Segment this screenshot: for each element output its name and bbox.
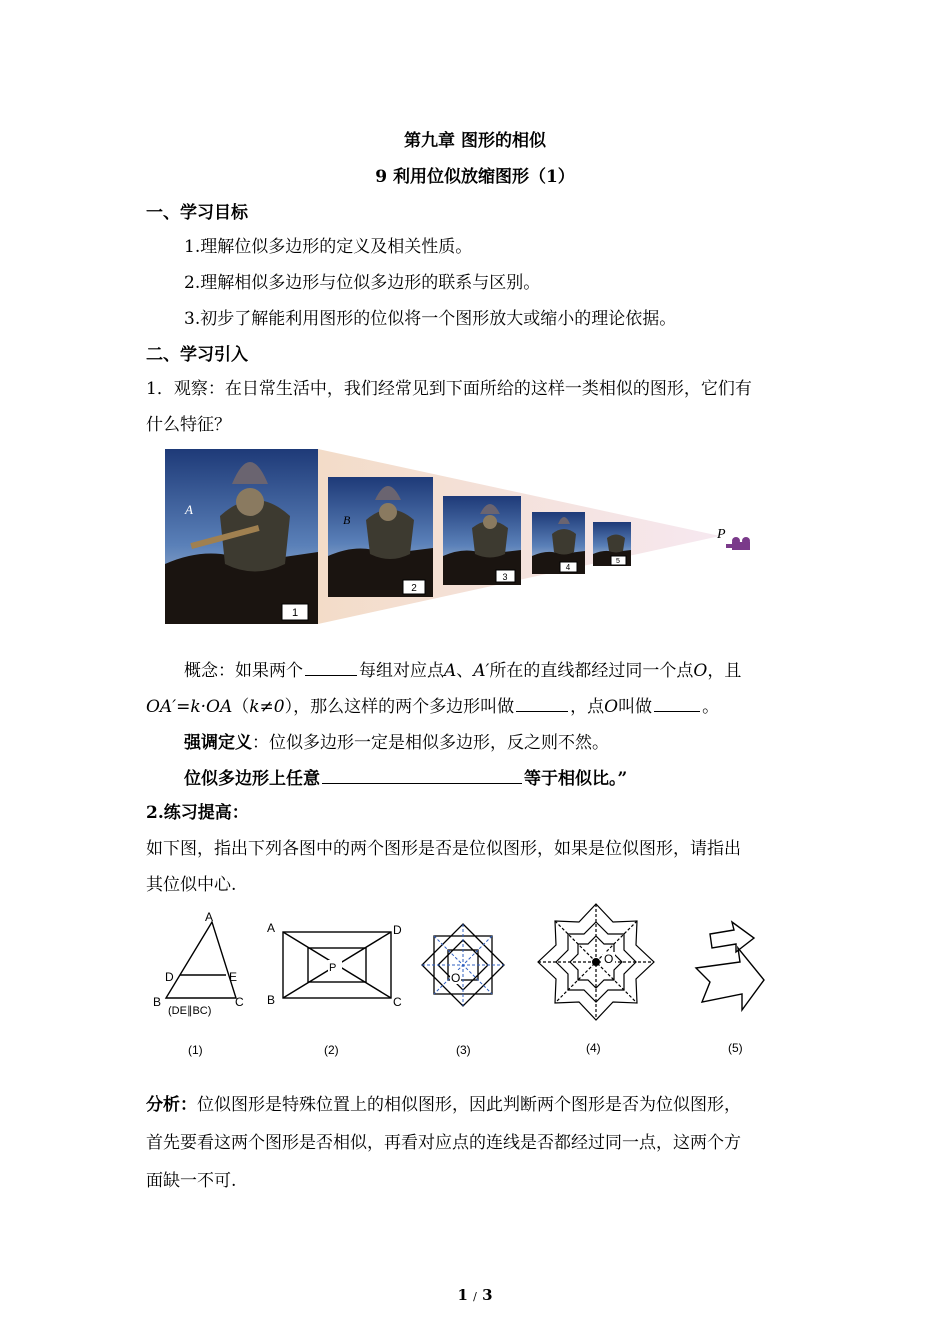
section-heading-goals: 一、学习目标 <box>146 203 248 223</box>
emphasis-line-2: 位似多边形上任意 等于相似比。” <box>184 769 628 789</box>
concept-line-2: OA′=k·OA（k≠0），那么这样的两个多边形叫做 ，点O叫做 。 <box>146 697 720 717</box>
observe-text: 什么特征？ <box>146 415 231 435</box>
svg-text:(4): (4) <box>586 1041 601 1055</box>
fill-blank[interactable] <box>516 696 568 712</box>
svg-text:A: A <box>267 921 276 935</box>
practice-text: 其位似中心. <box>146 875 237 895</box>
svg-text:1: 1 <box>291 607 299 619</box>
analysis-line-2: 首先要看这两个图形是否相似，再看对应点的连线是否都经过同一点，这两个方 <box>146 1133 741 1153</box>
photo-frame-3 <box>443 496 521 585</box>
svg-text:(2): (2) <box>324 1043 339 1057</box>
svg-text:P: P <box>329 962 337 974</box>
svg-text:3: 3 <box>502 572 508 582</box>
svg-text:5: 5 <box>616 558 620 565</box>
svg-text:(DE∥BC): (DE∥BC) <box>168 1005 212 1017</box>
practice-text: 如下图，指出下列各图中的两个图形是否是位似图形，如果是位似图形，请指出 <box>146 839 741 859</box>
svg-text:4: 4 <box>565 563 571 572</box>
figure-3-squares <box>420 908 516 1068</box>
svg-text:P: P <box>717 527 726 542</box>
page-number: 1 / 3 <box>457 1286 493 1304</box>
figure-5-arrows <box>688 908 778 1068</box>
concept-line-1: 概念：如果两个 每组对应点A、A′所在的直线都经过同一个点O，且 <box>184 661 742 681</box>
svg-text:A: A <box>205 910 214 924</box>
svg-text:D: D <box>165 970 174 984</box>
homothety-formula: OA′=k·OA <box>146 697 233 717</box>
fill-blank[interactable] <box>654 696 700 712</box>
homothety-photo-figure <box>160 444 770 630</box>
projector-icon <box>716 527 750 550</box>
svg-text:A: A <box>185 502 193 517</box>
photo-frame-4 <box>532 512 585 574</box>
svg-text:2: 2 <box>411 583 417 594</box>
fill-blank[interactable] <box>305 660 357 676</box>
photo-frame-2 <box>328 477 433 597</box>
analysis-line-1: 分析：位似图形是特殊位置上的相似图形，因此判断两个图形是否为位似图形， <box>146 1095 741 1115</box>
goal-item: 1.理解位似多边形的定义及相关性质。 <box>184 237 473 257</box>
svg-text:C: C <box>393 995 402 1009</box>
goal-item: 3.初步了解能利用图形的位似将一个图形放大或缩小的理论依据。 <box>184 309 677 329</box>
practice-heading: 2.练习提高： <box>146 803 249 823</box>
svg-text:E: E <box>229 970 238 984</box>
emphasis-line-1: 强调定义：位似多边形一定是相似多边形，反之则不然。 <box>184 733 609 753</box>
svg-text:(3): (3) <box>456 1043 471 1057</box>
chapter-title: 第九章 图形的相似 <box>404 131 546 151</box>
figure-4-stars <box>528 900 664 1068</box>
photo-frame-5 <box>593 522 631 566</box>
lesson-title: 9 利用位似放缩图形（1） <box>375 167 575 187</box>
analysis-line-3: 面缺一不可. <box>146 1171 237 1191</box>
observe-text: 1．观察：在日常生活中，我们经常见到下面所给的这样一类相似的图形，它们有 <box>146 379 752 399</box>
svg-text:B: B <box>267 993 276 1007</box>
svg-text:D: D <box>393 923 402 937</box>
svg-text:B: B <box>153 995 162 1009</box>
svg-text:(5): (5) <box>728 1041 743 1055</box>
concept-label: 概念： <box>184 661 235 681</box>
svg-text:O: O <box>604 952 614 966</box>
figure-1-triangle <box>150 908 250 1068</box>
svg-text:B: B <box>343 513 351 527</box>
fill-blank[interactable] <box>322 768 522 784</box>
photo-frame-1 <box>165 449 318 624</box>
figure-2-rectangles <box>262 908 412 1068</box>
section-heading-intro: 二、学习引入 <box>146 345 248 365</box>
svg-text:O: O <box>451 971 461 985</box>
svg-text:(1): (1) <box>188 1043 203 1057</box>
svg-text:C: C <box>235 995 244 1009</box>
goal-item: 2.理解相似多边形与位似多边形的联系与区别。 <box>184 273 541 293</box>
